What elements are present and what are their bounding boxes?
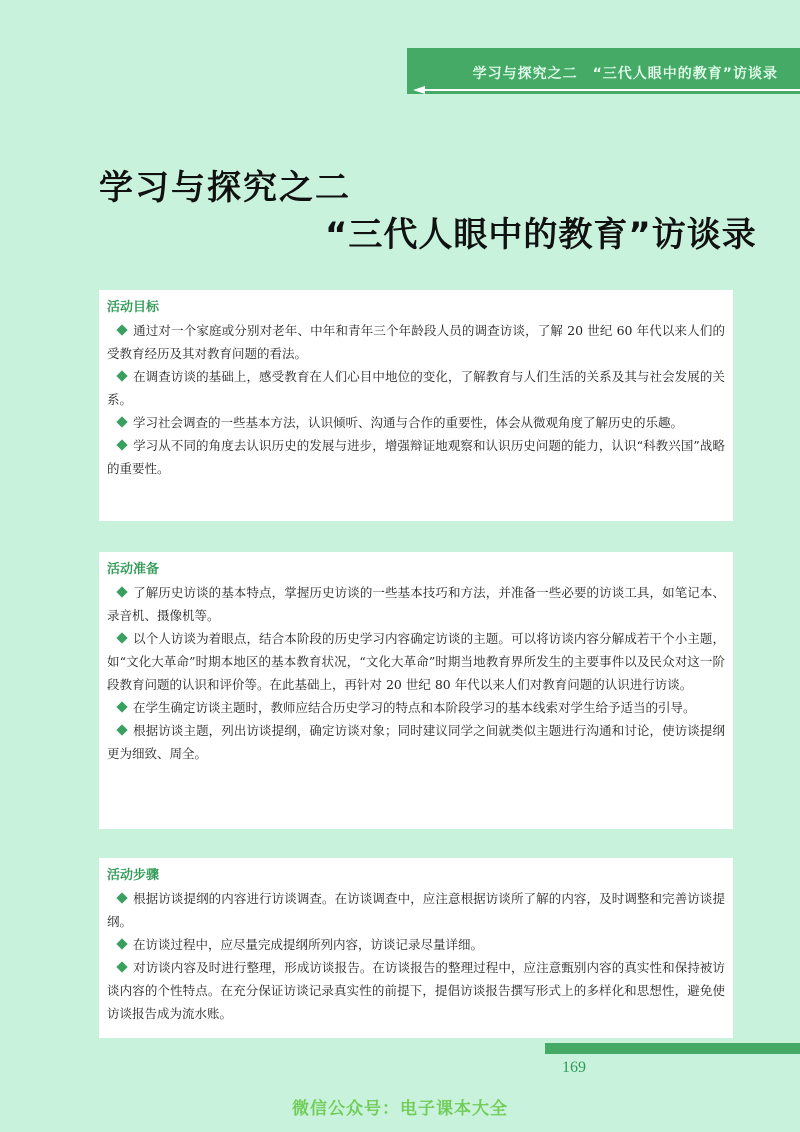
- list-item-text: 对访谈内容及时进行整理，形成访谈报告。在访谈报告的整理过程中，应注意甄别内容的真实性和保持被访谈内容的个性特点。在充分保证访谈记录真实性的前提下，提倡访谈报告撰写形式上的多样化和思想性，避免使访谈报告成为流水账。: [107, 960, 725, 1021]
- diamond-bullet-icon: [116, 416, 127, 427]
- diamond-bullet-icon: [116, 938, 127, 949]
- list-item: [107, 365, 725, 411]
- section-activity-steps: [99, 858, 733, 1038]
- section-activity-goals: [99, 290, 733, 521]
- section-heading: 活动步骤: [107, 868, 160, 883]
- list-item: [107, 956, 725, 1025]
- list-item: [107, 696, 725, 719]
- diamond-bullet-icon: [116, 701, 127, 712]
- diamond-bullet-icon: [116, 632, 127, 643]
- list-item: [107, 434, 725, 480]
- list-item-text: 在访谈过程中，应尽量完成提纲所列内容，访谈记录尽量详细。: [133, 937, 484, 952]
- diamond-bullet-icon: [116, 586, 127, 597]
- page-title-line2: “三代人眼中的教育”访谈录: [325, 215, 757, 255]
- list-item-text: 了解历史访谈的基本特点，掌握历史访谈的一些基本技巧和方法，并准备一些必要的访谈工具，如笔记本、录音机、摄像机等。: [107, 585, 725, 623]
- running-header-title: 学习与探究之二 “三代人眼中的教育”访谈录: [472, 66, 778, 82]
- header-arrow-line: [413, 86, 800, 94]
- page-title-line1: 学习与探究之二: [99, 168, 351, 208]
- diamond-bullet-icon: [116, 370, 127, 381]
- section-heading: 活动准备: [107, 562, 160, 577]
- diamond-bullet-icon: [116, 961, 127, 972]
- section-heading: 活动目标: [107, 300, 160, 315]
- diamond-bullet-icon: [116, 439, 127, 450]
- list-item: [107, 887, 725, 933]
- page-number: 169: [562, 1059, 586, 1076]
- list-item: [107, 627, 725, 696]
- section-activity-preparation: [99, 552, 733, 829]
- list-item: [107, 581, 725, 627]
- list-item-text: 根据访谈主题，列出访谈提纲，确定访谈对象；同时建议同学之间就类似主题进行沟通和讨论，使访谈提纲更为细致、周全。: [107, 723, 725, 761]
- list-item-text: 学习社会调查的一些基本方法，认识倾听、沟通与合作的重要性，体会从微观角度了解历史的乐趣。: [133, 415, 684, 430]
- list-item: [107, 319, 725, 365]
- list-item-text: 学习从不同的角度去认识历史的发展与进步，增强辩证地观察和认识历史问题的能力，认识“科教兴国”战略的重要性。: [107, 438, 725, 476]
- list-item: [107, 719, 725, 765]
- diamond-bullet-icon: [116, 724, 127, 735]
- diamond-bullet-icon: [116, 324, 127, 335]
- list-item-text: 通过对一个家庭或分别对老年、中年和青年三个年龄段人员的调查访谈，了解 20 世纪 60 年代以来人们的受教育经历及其对教育问题的看法。: [107, 323, 725, 361]
- list-item-text: 根据访谈提纲的内容进行访谈调查。在访谈调查中，应注意根据访谈所了解的内容，及时调整和完善访谈提纲。: [107, 891, 725, 929]
- list-item-text: 在学生确定访谈主题时，教师应结合历史学习的特点和本阶段学习的基本线索对学生给予适当的引导。: [133, 700, 696, 715]
- list-item: [107, 411, 725, 434]
- diamond-bullet-icon: [116, 892, 127, 903]
- list-item-text: 在调查访谈的基础上，感受教育在人们心目中地位的变化，了解教育与人们生活的关系及其与社会发展的关系。: [107, 369, 725, 407]
- watermark: 微信公众号：电子课本大全: [292, 1099, 508, 1119]
- list-item: [107, 933, 725, 956]
- list-item-text: 以个人访谈为着眼点，结合本阶段的历史学习内容确定访谈的主题。可以将访谈内容分解成若干个小主题，如“文化大革命”时期本地区的基本教育状况，“文化大革命”时期当地教育界所发生的主要事件以及民众对这一阶段教育问题的认识和评价等。在此基础上，再针对 20 世纪 80 年代以来人们对教育问题的认识进行访谈。: [107, 631, 725, 692]
- footer-bar: [545, 1043, 800, 1054]
